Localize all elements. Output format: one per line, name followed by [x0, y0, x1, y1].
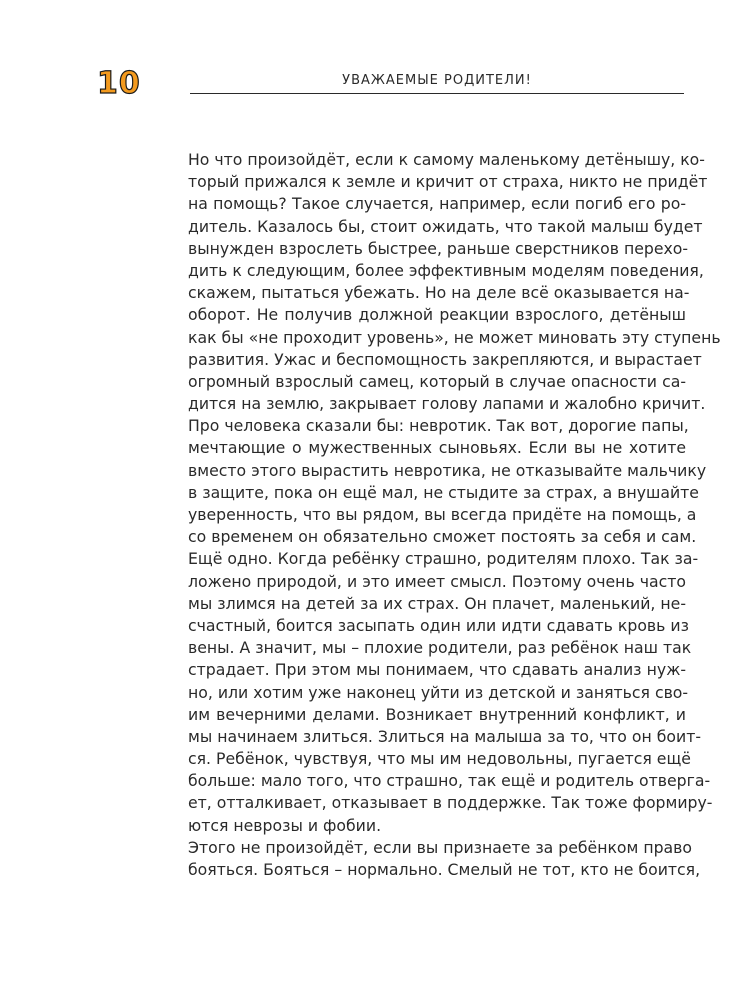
text-line: но, или хотим уже наконец уйти из детской и заняться сво- — [188, 682, 689, 702]
text-line: скажем, пытаться убежать. Но на деле всё оказывается на- — [188, 283, 690, 303]
text-line: Этого не произойдёт, если вы признаете за ребёнком право — [188, 837, 693, 857]
text-line: страдает. При этом мы понимаем, что сдавать анализ нуж- — [188, 660, 686, 680]
text-line: вынужден взрослеть быстрее, раньше сверстников перехо- — [188, 238, 689, 258]
text-line: на помощь? Такое случается, например, если погиб его ро- — [188, 194, 686, 214]
text-line: дитель. Казалось бы, стоит ожидать, что такой малыш будет — [188, 216, 703, 236]
text-line: больше: мало того, что страшно, так ещё и родитель отверга- — [188, 771, 711, 791]
text-line: мечтающие о мужественных сыновьях. Если вы не хотите — [188, 438, 686, 458]
text-line: ложено природой, и это имеет смысл. Поэтому очень часто — [188, 571, 686, 591]
text-line: со временем он обязательно сможет постоять за себя и сам. — [188, 527, 697, 547]
text-line: мы злимся на детей за их страх. Он плачет, маленький, не- — [188, 593, 686, 613]
page-number: 10 — [97, 66, 141, 101]
text-line: вместо этого вырастить невротика, не отказывайте мальчику — [188, 460, 707, 480]
text-line: дить к следующим, более эффективным моделям поведения, — [188, 260, 704, 280]
text-line: огромный взрослый самец, который в случае опасности са- — [188, 371, 686, 391]
text-line: дится на землю, закрывает голову лапами и жалобно кричит. — [188, 394, 706, 414]
text-line: торый прижался к земле и кричит от страха, никто не придёт — [188, 172, 708, 192]
body-text — [188, 149, 721, 881]
text-line: как бы «не проходит уровень», не может миновать эту ступень — [188, 327, 721, 347]
text-line: мы начинаем злиться. Злиться на малыша за то, что он боит- — [188, 726, 701, 746]
text-line: в защите, пока он ещё мал, не стыдите за страх, а внушайте — [188, 482, 699, 502]
text-line: ет, отталкивает, отказывает в поддержке. Так тоже формиру- — [188, 793, 713, 813]
text-line: Про человека сказали бы: невротик. Так вот, дорогие папы, — [188, 416, 689, 436]
text-line: уверенность, что вы рядом, вы всегда придёте на помощь, а — [188, 505, 697, 524]
text-line: им вечерними делами. Возникает внутренний конфликт, и — [188, 704, 686, 724]
header-rule — [190, 93, 684, 94]
text-line: ся. Ребёнок, чувствуя, что мы им недовольны, пугается ещё — [188, 749, 691, 769]
running-head: УВАЖАЕМЫЕ РОДИТЕЛИ! — [342, 73, 532, 88]
text-line: вены. А значит, мы – плохие родители, раз ребёнок наш так — [188, 638, 692, 658]
text-line: счастный, боится засыпать один или идти сдавать кровь из — [188, 615, 689, 635]
text-line: оборот. Не получив должной реакции взрослого, детёныш — [188, 305, 686, 325]
text-line: развития. Ужас и беспомощность закрепляются, и вырастает — [188, 349, 702, 369]
text-line: ются неврозы и фобии. — [188, 815, 382, 835]
text-line: Ещё одно. Когда ребёнку страшно, родителям плохо. Так за- — [188, 549, 699, 569]
text-line: бояться. Бояться – нормально. Смелый не тот, кто не боится, — [188, 860, 701, 879]
text-line: Но что произойдёт, если к самому маленькому детёнышу, ко- — [188, 150, 705, 169]
